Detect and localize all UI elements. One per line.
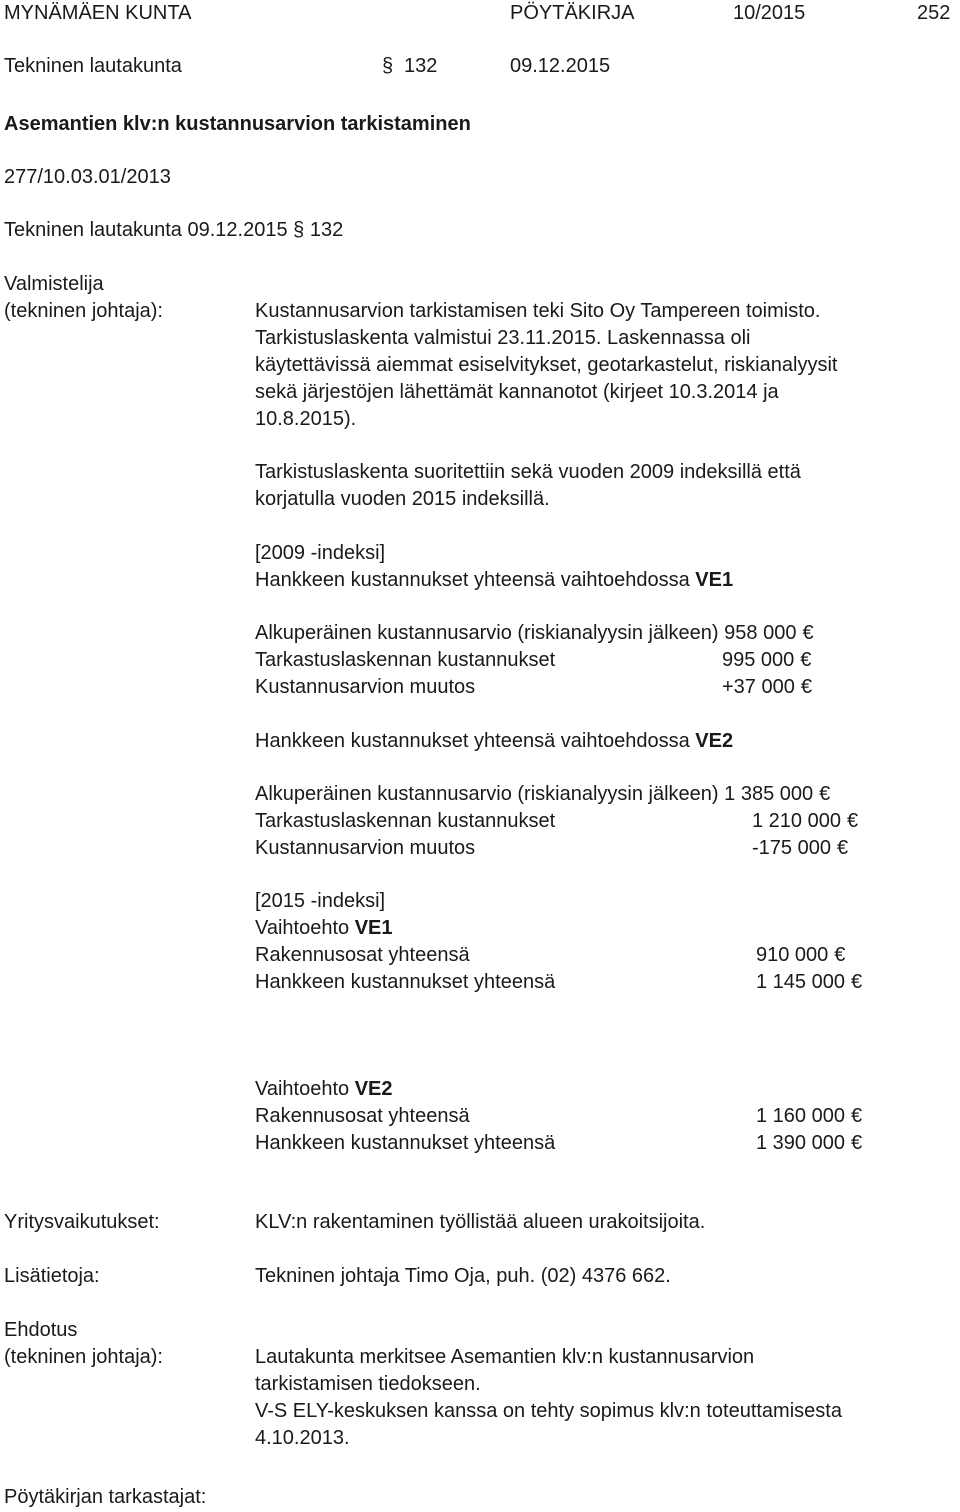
row-label: Hankkeen kustannukset yhteensä (255, 1132, 556, 1154)
business-impact-label: Yritysvaikutukset: (4, 1211, 160, 1233)
alt-ve1-total-value (756, 969, 862, 996)
euro-icon: € (800, 676, 812, 698)
euro-icon: € (846, 810, 859, 832)
proposal-line: tarkistamisen tiedokseen. (255, 1373, 481, 1395)
euro-icon: € (800, 649, 812, 671)
alt-ve2-title (255, 1076, 393, 1103)
row-label: Kustannusarvion muutos (255, 676, 476, 698)
ve1-title (255, 567, 733, 594)
alt-title-text: Vaihtoehto (255, 1078, 355, 1100)
calculation-note: korjatulla vuoden 2015 indeksillä. (255, 488, 550, 510)
section-symbol-icon: § (382, 55, 394, 77)
ve2-original-row (255, 781, 830, 808)
proposal-line: Lautakunta merkitsee Asemantien klv:n kustannusarvion (255, 1346, 755, 1368)
row-value: 1 145 000 (756, 971, 845, 993)
preparer-label: Valmistelija (4, 273, 104, 295)
row-label: Hankkeen kustannukset yhteensä (255, 971, 556, 993)
alt-ve1-title (255, 915, 393, 942)
section-number: 132 (404, 55, 438, 77)
municipality-name: MYNÄMÄEN KUNTA (4, 2, 192, 24)
euro-icon: € (802, 622, 814, 644)
preparer-line: 10.8.2015). (255, 408, 357, 430)
meeting-text: Tekninen lautakunta 09.12.2015 (4, 219, 288, 241)
page-number: 252 (917, 2, 951, 24)
ve2-change-value (752, 835, 848, 862)
alt-ve1-parts-value (756, 942, 845, 969)
row-value: 1 385 000 (724, 783, 814, 805)
committee-name: Tekninen lautakunta (4, 55, 182, 77)
euro-icon: € (850, 971, 863, 993)
row-value: 1 210 000 (752, 810, 841, 832)
ve1-code: VE1 (695, 569, 734, 591)
preparer-line: Tarkistuslaskenta valmistui 23.11.2015. Laskennassa oli (255, 327, 751, 349)
euro-icon: € (836, 837, 849, 859)
meeting-date: 09.12.2015 (510, 55, 611, 77)
ve1-original-row (255, 620, 814, 647)
ve2-title-text: Hankkeen kustannukset yhteensä vaihtoehdossa (255, 730, 696, 752)
row-value: -175 000 (752, 837, 831, 859)
euro-icon: € (850, 1105, 863, 1127)
business-impact-text: KLV:n rakentaminen työllistää alueen urakoitsijoita. (255, 1211, 706, 1233)
index-2015-heading: [2015 -indeksi] (255, 890, 386, 912)
row-value: 910 000 (756, 944, 829, 966)
euro-icon: € (850, 1132, 863, 1154)
row-label: Kustannusarvion muutos (255, 837, 476, 859)
row-value: 995 000 (722, 649, 795, 671)
page-title: Asemantien klv:n kustannusarvion tarkistaminen (4, 113, 471, 135)
reviewers-label: Pöytäkirjan tarkastajat: (4, 1486, 207, 1508)
row-label: Alkuperäinen kustannusarvio (riskianalyysin jälkeen) (255, 783, 719, 805)
ve1-code: VE1 (354, 917, 393, 939)
alt-title-text: Vaihtoehto (255, 917, 355, 939)
proposal-role: (tekninen johtaja): (4, 1346, 163, 1368)
more-info-text: Tekninen johtaja Timo Oja, puh. (02) 4376 662. (255, 1265, 671, 1287)
ve2-code: VE2 (354, 1078, 393, 1100)
row-value: 1 160 000 (756, 1105, 845, 1127)
ve2-code: VE2 (695, 730, 734, 752)
preparer-line: sekä järjestöjen lähettämät kannanotot (kirjeet 10.3.2014 ja (255, 381, 779, 403)
ve2-title (255, 728, 733, 755)
ve1-title-text: Hankkeen kustannukset yhteensä vaihtoehdossa (255, 569, 696, 591)
row-value: +37 000 (722, 676, 795, 698)
calculation-note: Tarkistuslaskenta suoritettiin sekä vuoden 2009 indeksillä että (255, 461, 801, 483)
doc-type: PÖYTÄKIRJA (510, 2, 635, 24)
proposal-label: Ehdotus (4, 1319, 78, 1341)
proposal-line: V-S ELY-keskuksen kanssa on tehty sopimus klv:n toteuttamisesta (255, 1400, 842, 1422)
meeting-section: 132 (309, 219, 344, 241)
preparer-line: Kustannusarvion tarkistamisen teki Sito Oy Tampereen toimisto. (255, 300, 821, 322)
preparer-line: käytettävissä aiemmat esiselvitykset, geotarkastelut, riskianalyysit (255, 354, 838, 376)
section-symbol-icon: § (293, 219, 305, 241)
row-label: Alkuperäinen kustannusarvio (riskianalyysin jälkeen) (255, 622, 719, 644)
index-2009-heading: [2009 -indeksi] (255, 542, 386, 564)
euro-icon: € (819, 783, 831, 805)
preparer-role: (tekninen johtaja): (4, 300, 163, 322)
more-info-label: Lisätietoja: (4, 1265, 100, 1287)
alt-ve2-total-value (756, 1130, 862, 1157)
row-value: 1 390 000 (756, 1132, 845, 1154)
record-id: 277/10.03.01/2013 (4, 166, 171, 188)
ve1-change-value (722, 674, 812, 701)
proposal-line: 4.10.2013. (255, 1427, 350, 1449)
alt-ve2-parts-value (756, 1103, 862, 1130)
ve1-revised-value (722, 647, 811, 674)
row-value: 958 000 (724, 622, 797, 644)
meeting-reference (4, 217, 343, 244)
row-label: Tarkastuslaskennan kustannukset (255, 810, 556, 832)
row-label: Tarkastuslaskennan kustannukset (255, 649, 556, 671)
euro-icon: € (834, 944, 846, 966)
doc-number: 10/2015 (733, 2, 806, 24)
row-label: Rakennusosat yhteensä (255, 944, 470, 966)
row-label: Rakennusosat yhteensä (255, 1105, 470, 1127)
ve2-revised-value (752, 808, 858, 835)
